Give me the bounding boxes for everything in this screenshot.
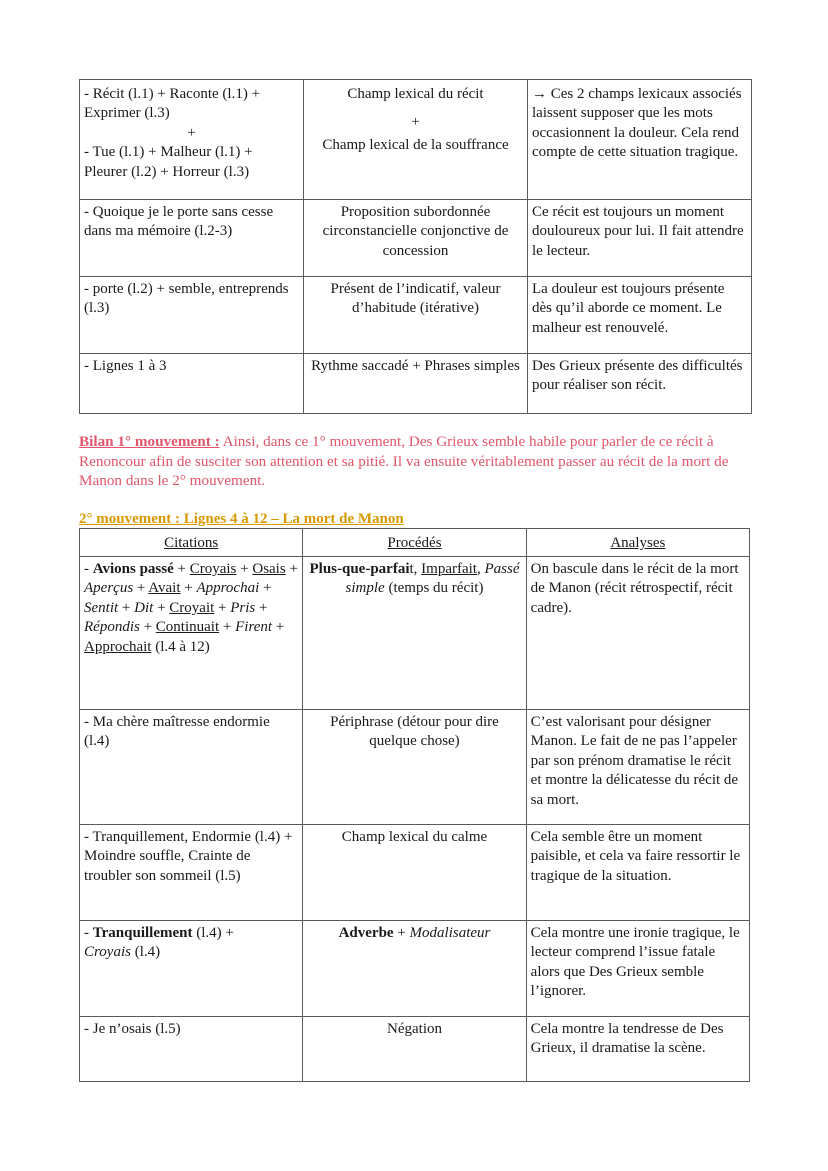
citation-text: - Avions passé + Croyais + Osais + Aperçus + Avait + Approchai + Sentit + Dit + Croyait + Pris + Répondis + Continuait + Firent + Approchait (l.4 à 12) [84, 561, 298, 655]
procede-text: Négation [387, 1021, 442, 1038]
table-header-row [80, 529, 750, 557]
analyse-text: Cela montre la tendresse de Des Grieux, il dramatise la scène. [530, 1021, 724, 1057]
table-row [80, 825, 750, 921]
analyse-text: Ce récit est toujours un moment douloureux pour lui. Il fait attendre le lecteur. [532, 204, 744, 259]
citation-line: - Tue (l.1) + Malheur (l.1) + [84, 144, 253, 161]
analyse-text: On bascule dans le récit de la mort de Manon (récit rétrospectif, récit cadre). [530, 561, 739, 616]
table-row [80, 277, 752, 354]
procede-text: Rythme saccadé + Phrases simples [311, 358, 520, 374]
analyse-text: Cela montre une ironie tragique, le lecteur comprend l’issue fatale alors que Des Grieux semble l’ignorer. [530, 925, 740, 1000]
column-header-analyses: Analyses [526, 529, 749, 557]
table-row [80, 557, 750, 710]
citation-text: - porte (l.2) + semble, entreprends (l.3) [84, 281, 289, 317]
column-header-citations: Citations [80, 529, 303, 557]
procede-text: Proposition subordonnée circonstancielle conjonctive de concession [322, 204, 509, 259]
citation-text: - Tranquillement, Endormie (l.4) + Moindre souffle, Crainte de troubler son sommeil (l.5) [84, 829, 293, 884]
analyse-text: Des Grieux présente des difficultés pour réaliser son récit. [532, 358, 743, 394]
citation-line: Pleurer (l.2) + Horreur (l.3) [84, 163, 250, 180]
analyse-text: → Ces 2 champs lexicaux associés laissent supposer que les mots occasionnent la douleur. Cela rend compte de cette situation tragique. [532, 86, 742, 161]
plus-sign: + [187, 124, 196, 141]
table-row [80, 921, 750, 1017]
column-header-procedes: Procédés [303, 529, 526, 557]
procede-line: Champ lexical du récit [347, 86, 484, 102]
citation-text: - Quoique je le porte sans cesse dans ma mémoire (l.2-3) [84, 204, 274, 240]
plus-sign: + [411, 113, 420, 130]
analysis-table-movement-2 [79, 528, 750, 1082]
procede-line: Champ lexical de la souffrance [322, 137, 509, 154]
citation-line: - Récit (l.1) + Raconte (l.1) + [84, 86, 261, 102]
procede-text: Présent de l’indicatif, valeur d’habitude (itérative) [330, 281, 501, 317]
bilan-paragraph [79, 432, 759, 491]
table-row [80, 354, 752, 414]
procede-text: Plus-que-parfait, Imparfait, Passé simple (temps du récit) [309, 561, 520, 597]
citation-text: - Ma chère maîtresse endormie (l.4) [84, 714, 270, 750]
table-row [80, 1017, 750, 1082]
procede-text: Champ lexical du calme [341, 829, 488, 846]
citation-text: - Tranquillement (l.4) + Croyais (l.4) [84, 925, 234, 961]
table-row [80, 80, 752, 200]
table-row [80, 200, 752, 277]
bilan-label: Bilan 1° mouvement : [79, 433, 220, 450]
analyse-text: C’est valorisant pour désigner Manon. Le fait de ne pas l’appeler par son prénom dramatise le récit et montre la délicatesse du récit de sa mort. [530, 714, 739, 808]
citation-text: - Lignes 1 à 3 [84, 358, 167, 374]
analyse-text: La douleur est toujours présente dès qu’il aborde ce moment. Le malheur est renouvelé. [532, 281, 725, 336]
analysis-table-movement-1 [79, 79, 752, 414]
table-row [80, 710, 750, 825]
procede-text: Adverbe + Modalisateur [338, 925, 491, 942]
section-title: 2° mouvement : Lignes 4 à 12 – La mort de Manon [79, 511, 404, 527]
citation-line: Exprimer (l.3) [84, 105, 170, 122]
procede-text: Périphrase (détour pour dire quelque chose) [330, 714, 499, 750]
analyse-text: Cela semble être un moment paisible, et cela va faire ressortir le tragique de la situation. [530, 829, 741, 884]
bilan-text: Ainsi, dans ce 1° mouvement, Des Grieux semble habile pour parler de ce récit à Renoncour afin de susciter son attention et sa pitié. Il va ensuite véritablement passer au récit de la mort de Manon dans le 2° mouvement. [79, 433, 729, 489]
citation-text: - Je n’osais (l.5) [84, 1021, 181, 1038]
